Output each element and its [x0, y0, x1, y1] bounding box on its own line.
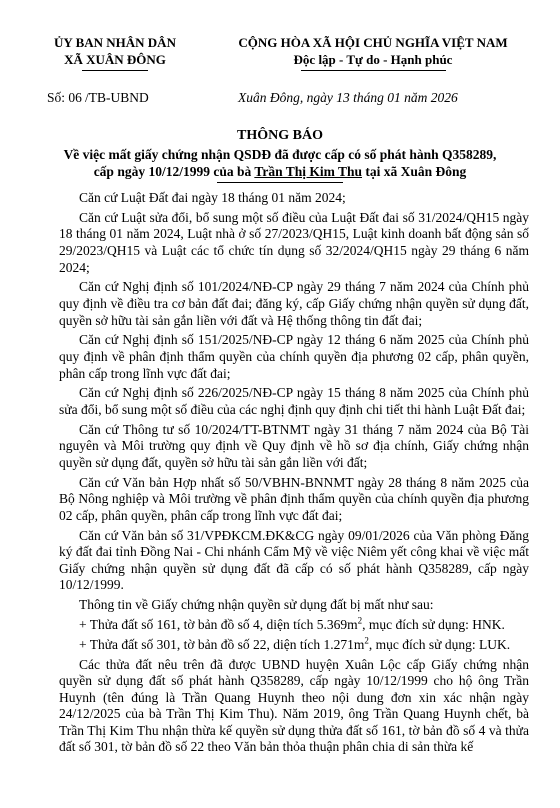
parcel-text: + Thửa đất số 301, tờ bản đồ số 22, diện tích 1.271m: [79, 636, 365, 652]
parcel-purpose: , mục đích sử dụng: HNK.: [362, 616, 505, 632]
agency-underline: [82, 70, 148, 71]
notice-title: THÔNG BÁO: [237, 128, 323, 143]
subtitle-prefix: cấp ngày 10/12/1999 của bà: [93, 164, 255, 179]
info-intro: Thông tin về Giấy chứng nhận quyền sử dụng đất bị mất như sau:: [79, 597, 434, 613]
national-motto: [208, 34, 538, 68]
issue-date: Xuân Đông, ngày 13 tháng 01 năm 2026: [238, 90, 458, 105]
document-number-prefix: Số: 06: [47, 90, 82, 105]
nation-line-2: Độc lập - Tự do - Hạnh phúc: [293, 52, 453, 67]
issuing-agency: [40, 34, 190, 68]
basis-paragraph: Căn cứ Văn bản số 31/VPĐKCM.ĐK&CG ngày 09/01/2026 của Văn phòng Đăng ký đất đai tỉnh Đồng Nai - Chi nhánh Cẩm Mỹ về việc Niêm yết công khai về việc mất Giấy chứng nhận quyền sử dụng đất đã cấp có số phát hành Q358289, cấp ngày 10/12/1999.: [59, 527, 529, 593]
basis-paragraph: Căn cứ Thông tư số 10/2024/TT-BTNMT ngày 31 tháng 7 năm 2024 của Bộ Tài nguyên và Môi trường quy định về Quy định về hồ sơ địa chính, Giấy chứng nhận quyền sử dụng đất, quyền sở hữu tài sản gắn liền với đất;: [59, 421, 529, 470]
basis-paragraph: Căn cứ Nghị định số 151/2025/NĐ-CP ngày 12 tháng 6 năm 2025 của Chính phủ quy định về phân định thẩm quyền của chính quyền địa phương 02 cấp, phân quyền, phân cấp trong lĩnh vực đất đai;: [59, 332, 529, 381]
agency-line-2: XÃ XUÂN ĐÔNG: [64, 52, 166, 67]
subtitle-line-1: Về việc mất giấy chứng nhận QSDĐ đã được cấp có số phát hành Q358289,: [63, 147, 497, 162]
title-divider: [217, 182, 343, 183]
notice-body: [59, 190, 529, 759]
notice-subtitle: [30, 146, 530, 180]
basis-paragraph: Căn cứ Luật sửa đổi, bổ sung một số điều của Luật Đất đai số 31/2024/QH15 ngày 18 tháng 01 năm 2024, Luật nhà ở số 27/2023/QH15, Luật kinh doanh bất động sản số 29/2023/QH15 và Luật các tổ chức tín dụng số 32/2024/QH15 ngày 29 tháng 6 năm 2024;: [59, 209, 529, 275]
document-number: [47, 90, 149, 106]
basis-paragraph: Căn cứ Nghị định số 101/2024/NĐ-CP ngày 29 tháng 7 năm 2024 của Chính phủ quy định về điều tra cơ bản đất đai; đăng ký, cấp Giấy chứng nhận quyền sử dụng đất, quyền sở hữu tài sản gắn liền với đất và Hệ thống thông tin đất đai;: [59, 279, 529, 328]
subtitle-suffix: tại xã Xuân Đông: [362, 164, 467, 179]
parcel-purpose: , mục đích sử dụng: LUK.: [368, 636, 511, 652]
document-number-suffix: /TB-UBND: [85, 90, 149, 105]
basis-paragraph: Căn cứ Văn bản Hợp nhất số 50/VBHN-BNNMT ngày 28 tháng 8 năm 2025 của Bộ Nông nghiệp và Môi trường về phân định thẩm quyền của chính quyền địa phương 02 cấp, phân quyền, phân cấp trong lĩnh vực đất đai;: [59, 474, 529, 523]
basis-paragraph: Căn cứ Nghị định số 226/2025/NĐ-CP ngày 15 tháng 8 năm 2025 của Chính phủ sửa đổi, bổ sung một số điều của các nghị định quy định chi tiết thi hành Luật Đất đai;: [59, 385, 529, 417]
parcel-item: [59, 637, 529, 654]
agency-line-1: ỦY BAN NHÂN DÂN: [54, 35, 176, 50]
closing-paragraph: Các thửa đất nêu trên đã được UBND huyện Xuân Lộc cấp Giấy chứng nhận quyền sử dụng đất số phát hành Q358289, cấp ngày 10/12/1999 cho hộ ông Trần Huynh (tên đúng là Trần Quang Huynh theo nội dung đơn xin xác nhận ngày 24/12/2025 của bà Trần Thị Kim Thu). Năm 2019, ông Trần Quang Huynh chết, bà Trần Thị Kim Thu nhận thừa kế quyền sử dụng thửa đất số 161, tờ bản đồ số 4 và thửa đất số 301, tờ bản đồ số 22 theo Văn bản thỏa thuận phân chia di sản thừa kế: [59, 656, 529, 755]
subtitle-line-2: [30, 163, 530, 180]
basis-paragraph: Căn cứ Luật Đất đai ngày 18 tháng 01 năm 2024;: [79, 190, 346, 205]
area-unit-exponent: 2: [357, 615, 363, 626]
owner-name: Trần Thị Kim Thu: [254, 164, 363, 179]
area-unit-exponent: 2: [364, 635, 369, 646]
motto-underline: [301, 70, 446, 71]
parcel-text: + Thửa đất số 161, tờ bản đồ số 4, diện tích 5.369m: [79, 616, 358, 632]
parcel-item: [59, 617, 529, 634]
nation-line-1: CỘNG HÒA XÃ HỘI CHỦ NGHĨA VIỆT NAM: [238, 35, 508, 50]
